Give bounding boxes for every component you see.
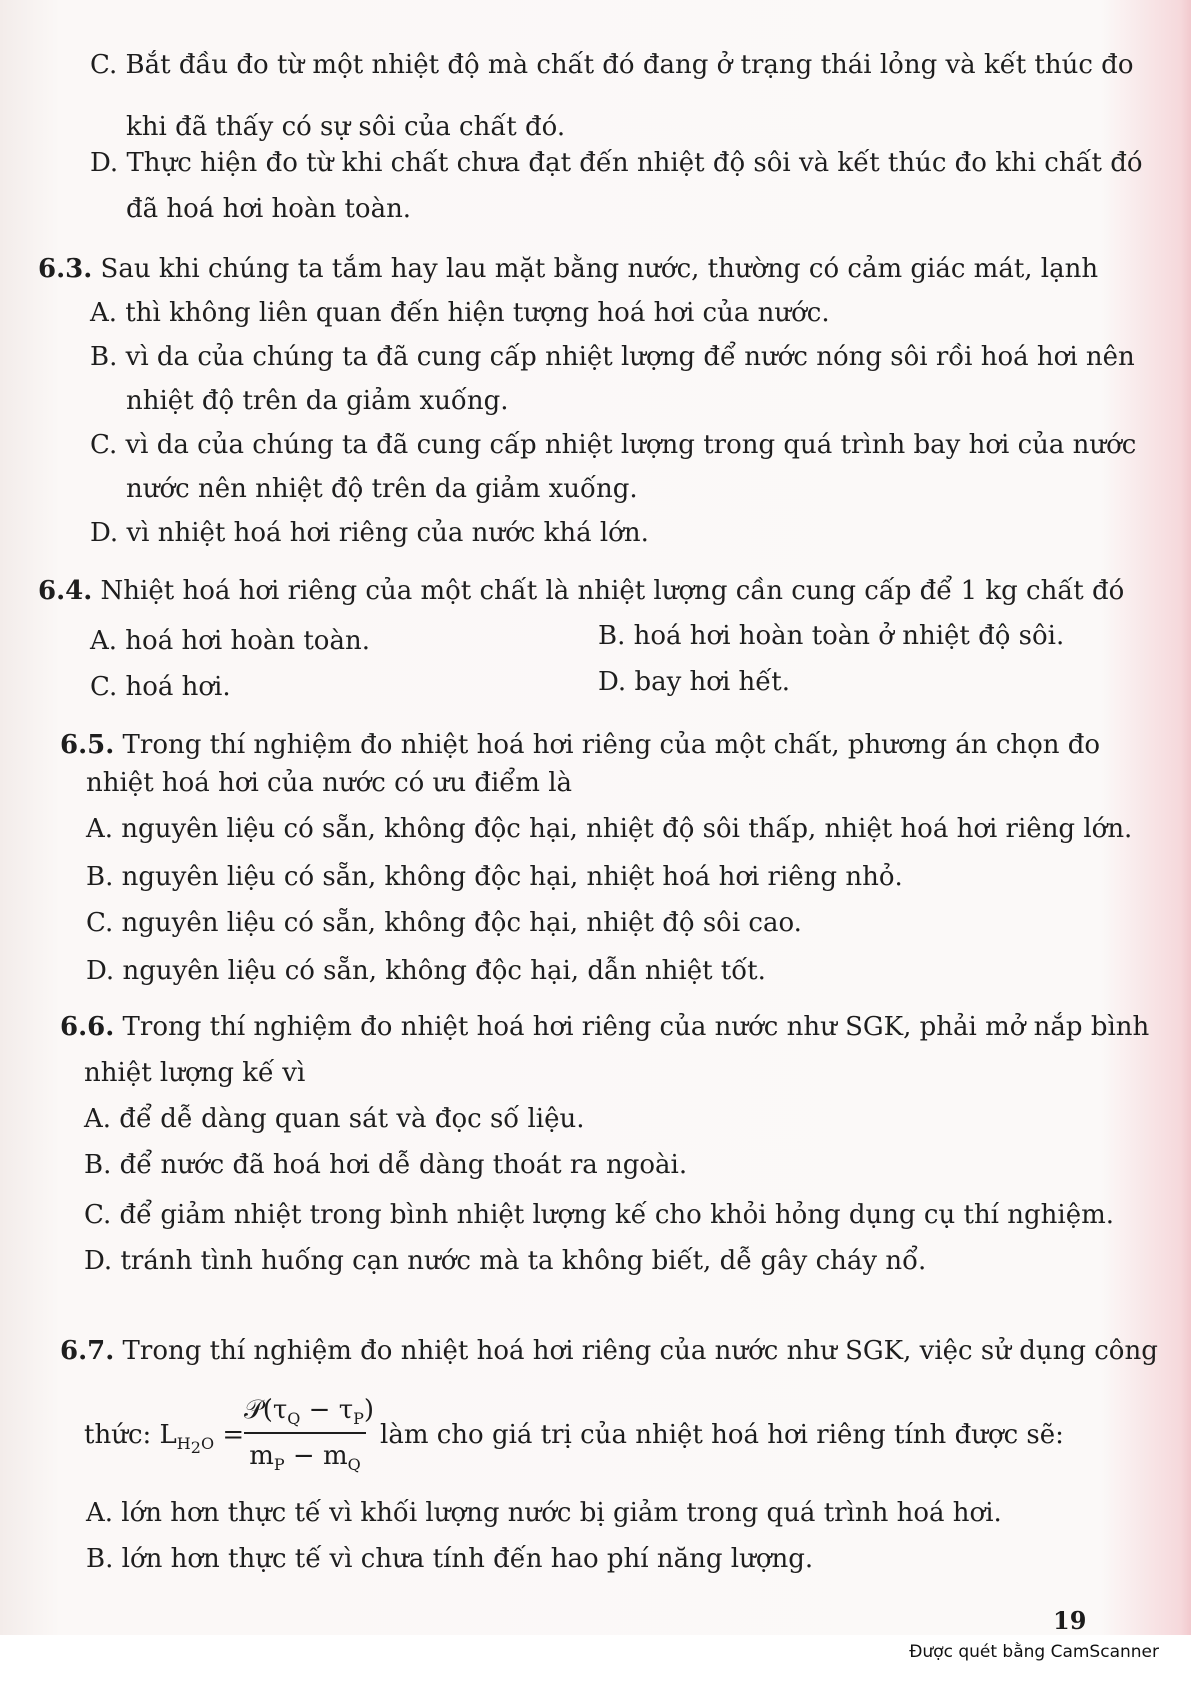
question-6-4 <box>38 574 1124 608</box>
option-6-7-b: B. lớn hơn thực tế vì chưa tính đến hao phí năng lượng. <box>86 1544 814 1574</box>
option-6-5-c: C. nguyên liệu có sẵn, không độc hại, nhiệt độ sôi cao. <box>86 908 802 938</box>
question-number: 6.5. <box>60 730 115 760</box>
question-number: 6.7. <box>60 1336 115 1366</box>
option-6-3-d: D. vì nhiệt hoá hơi riêng của nước khá lớn. <box>90 518 649 548</box>
formula-fraction <box>244 1390 375 1476</box>
question-text: Trong thí nghiệm đo nhiệt hoá hơi riêng của nước như SGK, phải mở nắp bình <box>114 1012 1150 1042</box>
question-6-3 <box>38 252 1098 286</box>
option-6-3-b-line-2: nhiệt độ trên da giảm xuống. <box>126 386 509 416</box>
page-number: 19 <box>1053 1606 1087 1635</box>
option-6-4-b: B. hoá hơi hoàn toàn ở nhiệt độ sôi. <box>598 621 1065 651</box>
question-number: 6.6. <box>60 1012 115 1042</box>
formula-tail-text: làm cho giá trị của nhiệt hoá hơi riêng tính được sẽ: <box>380 1420 1064 1450</box>
option-6-4-d: D. bay hơi hết. <box>598 667 790 697</box>
formula-lhs: thức: $L_{H_2O}$ = <box>84 1420 245 1458</box>
option-6-7-a: A. lớn hơn thực tế vì khối lượng nước bị giảm trong quá trình hoá hơi. <box>86 1498 1002 1528</box>
question-text: Trong thí nghiệm đo nhiệt hoá hơi riêng của nước như SGK, việc sử dụng công <box>114 1336 1158 1366</box>
formula-numerator: $𝒫(\tau_Q - \tau_P)$ <box>244 1395 375 1429</box>
question-text: Nhiệt hoá hơi riêng của một chất là nhiệt lượng cần cung cấp để 1 kg chất đó <box>92 576 1125 606</box>
option-6-5-d: D. nguyên liệu có sẵn, không độc hại, dẫn nhiệt tốt. <box>86 956 766 986</box>
option-6-5-a: A. nguyên liệu có sẵn, không độc hại, nhiệt độ sôi thấp, nhiệt hoá hơi riêng lớn. <box>86 814 1133 844</box>
camscanner-label: Được quét bằng CamScanner <box>909 1642 1159 1662</box>
option-6-6-d: D. tránh tình huống cạn nước mà ta không biết, dễ gây cháy nổ. <box>84 1246 927 1276</box>
option-6-2-c-line-2: khi đã thấy có sự sôi của chất đó. <box>126 112 566 142</box>
formula-denominator: $m_P - m_Q$ <box>249 1441 361 1475</box>
question-6-7-line-1 <box>60 1334 1158 1368</box>
question-6-6-line-2: nhiệt lượng kế vì <box>84 1058 306 1088</box>
option-6-3-c-line-1: C. vì da của chúng ta đã cung cấp nhiệt lượng trong quá trình bay hơi của nước <box>90 430 1137 460</box>
question-6-6-line-1 <box>60 1010 1149 1044</box>
question-number: 6.4. <box>38 576 93 606</box>
option-6-3-c-line-2: nước nên nhiệt độ trên da giảm xuống. <box>126 474 638 504</box>
option-6-4-c: C. hoá hơi. <box>90 672 231 702</box>
option-6-2-d-line-1: D. Thực hiện đo từ khi chất chưa đạt đến nhiệt độ sôi và kết thúc đo khi chất đó <box>90 148 1143 178</box>
question-text: Sau khi chúng ta tắm hay lau mặt bằng nước, thường có cảm giác mát, lạnh <box>92 254 1099 284</box>
question-6-5-line-2: nhiệt hoá hơi của nước có ưu điểm là <box>86 768 573 798</box>
option-6-5-b: B. nguyên liệu có sẵn, không độc hại, nhiệt hoá hơi riêng nhỏ. <box>86 862 903 892</box>
option-6-3-b-line-1: B. vì da của chúng ta đã cung cấp nhiệt lượng để nước nóng sôi rồi hoá hơi nên <box>90 342 1135 372</box>
question-text: Trong thí nghiệm đo nhiệt hoá hơi riêng của một chất, phương án chọn đo <box>114 730 1101 760</box>
option-6-2-d-line-2: đã hoá hơi hoàn toàn. <box>126 194 412 224</box>
latent-heat-formula <box>84 1390 1084 1480</box>
fraction-bar <box>244 1432 366 1434</box>
option-6-6-a: A. để dễ dàng quan sát và đọc số liệu. <box>84 1104 585 1134</box>
option-6-6-b: B. để nước đã hoá hơi dễ dàng thoát ra ngoài. <box>84 1150 688 1180</box>
option-6-4-a: A. hoá hơi hoàn toàn. <box>90 626 370 656</box>
option-6-6-c: C. để giảm nhiệt trong bình nhiệt lượng kế cho khỏi hỏng dụng cụ thí nghiệm. <box>84 1200 1115 1230</box>
question-number: 6.3. <box>38 254 93 284</box>
option-6-3-a: A. thì không liên quan đến hiện tượng hoá hơi của nước. <box>90 298 830 328</box>
option-6-2-c-line-1: C. Bắt đầu đo từ một nhiệt độ mà chất đó đang ở trạng thái lỏng và kết thúc đo <box>90 50 1134 80</box>
question-6-5-line-1 <box>60 728 1100 762</box>
